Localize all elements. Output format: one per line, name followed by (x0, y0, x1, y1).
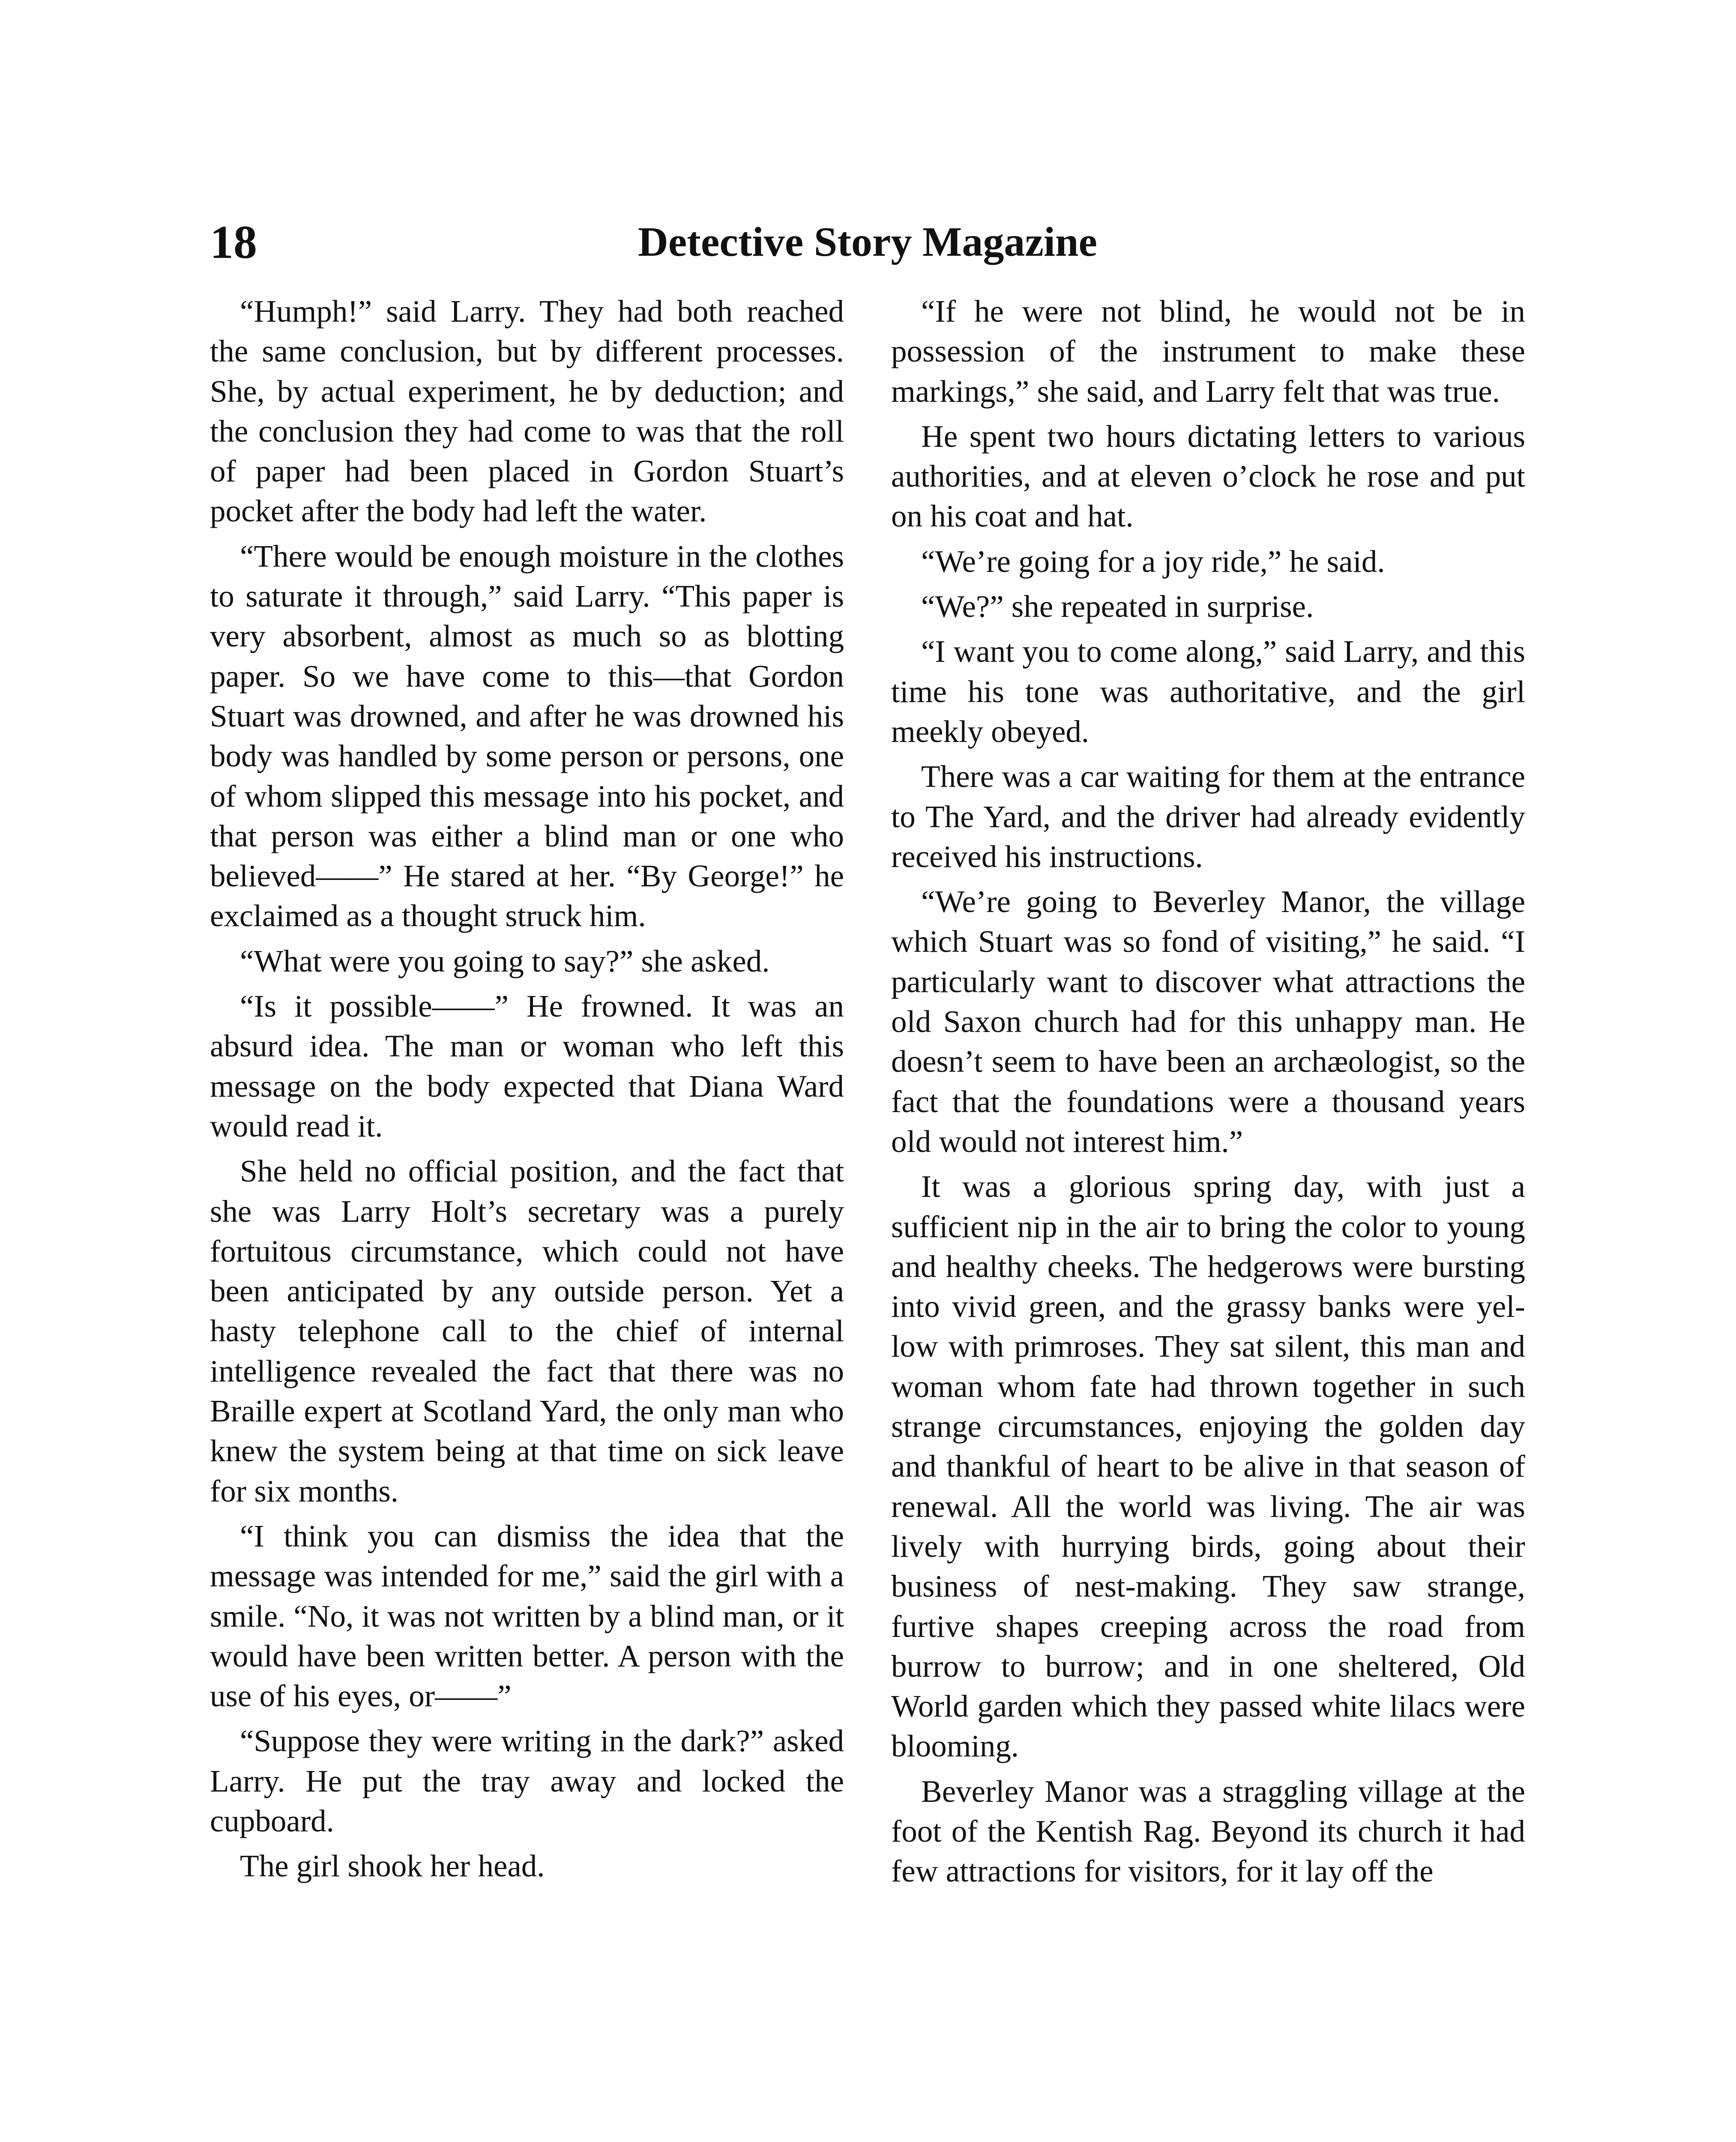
paragraph: “Humph!” said Larry. They had both reached the same conclusion, but by different processes. She, by actual experiment, he by deduction; and the conclusion they had come to was that the roll of paper had been placed in Gordon Stuart’s pocket after the body had left the water. (210, 294, 844, 529)
paragraph: It was a glorious spring day, with just a sufficient nip in the air to bring the color to young and healthy cheeks. The hedgerows were bursting into vivid green, and the grassy banks were yellow with primroses. They sat silent, this man and woman whom fate had thrown together in such strange circumstances, enjoying the golden day and thankful of heart to be alive in that season of renewal. All the world was living. The air was lively with hurrying birds, going about their business of nest-making. They saw strange, furtive shapes creeping across the road from burrow to burrow; and in one sheltered, Old World garden which they passed white lilacs were blooming. (891, 1169, 1525, 1764)
paragraph: The girl shook her head. (240, 1849, 545, 1884)
paragraph: “There would be enough moisture in the clothes to saturate it through,” said Larry. “This paper is very absorbent, almost as much so as blotting paper. So we have come to this—that Gordon Stuart was drowned, and after he was drowned his body was handled by some person or persons, one of whom slipped this message into his pocket, and that person was either a blind man or one who believed——” He stared at her. “By George!” he exclaimed as a thought struck him. (210, 538, 844, 933)
paragraph: “If he were not blind, he would not be in possession of the instrument to make these markings,” she said, and Larry felt that was true. (891, 294, 1525, 409)
paragraph: “We’re going for a joy ride,” he said. (921, 544, 1385, 579)
page-header (210, 212, 1525, 272)
running-title: Detective Story Magazine (638, 219, 1098, 265)
paragraph: “We?” she repeated in surprise. (921, 589, 1314, 624)
left-column (210, 291, 844, 1891)
paragraph: “I want you to come along,” said Larry, and this time his tone was authoritative, and the girl meekly obeyed. (891, 634, 1525, 749)
paragraph: “What were you going to say?” she asked. (240, 943, 770, 978)
paragraph: “Suppose they were writing in the dark?” asked Larry. He put the tray away and locked the cupboard. (210, 1723, 844, 1838)
paragraph: “We’re going to Beverley Manor, the village which Stuart was so fond of visiting,” he said. “I particularly want to discover what attractions the old Saxon church had for this unhappy man. He doesn’t seem to have been an archæologist, so the fact that the foundations were a thousand years old would not interest him.” (891, 884, 1525, 1159)
paragraph: “Is it possible——” He frowned. It was an absurd idea. The man or woman who left this message on the body expected that Diana Ward would read it. (210, 989, 844, 1143)
paragraph: He spent two hours dictating letters to various authorities, and at eleven o’clock he rose and put on his coat and hat. (891, 419, 1525, 534)
paragraph: “I think you can dismiss the idea that the message was intended for me,” said the girl with a smile. “No, it was not written by a blind man, or it would have been written better. A person with the use of his eyes, or——” (210, 1518, 844, 1714)
paragraph: Beverley Manor was a straggling village at the foot of the Kentish Rag. Beyond its church it had few attractions for visitors, for it lay off the (891, 1774, 1525, 1889)
paragraph: There was a car waiting for them at the entrance to The Yard, and the driver had already evidently received his instructions. (891, 759, 1525, 874)
page-number: 18 (210, 216, 257, 268)
right-column (891, 291, 1525, 1897)
paragraph: She held no official position, and the fact that she was Larry Holt’s secretary was a purely fortuitous circumstance, which could not have been anticipated by any outside person. Yet a hasty telephone call to the chief of internal intelligence revealed the fact that there was no Braille expert at Scotland Yard, the only man who knew the system being at that time on sick leave for six months. (210, 1154, 844, 1508)
